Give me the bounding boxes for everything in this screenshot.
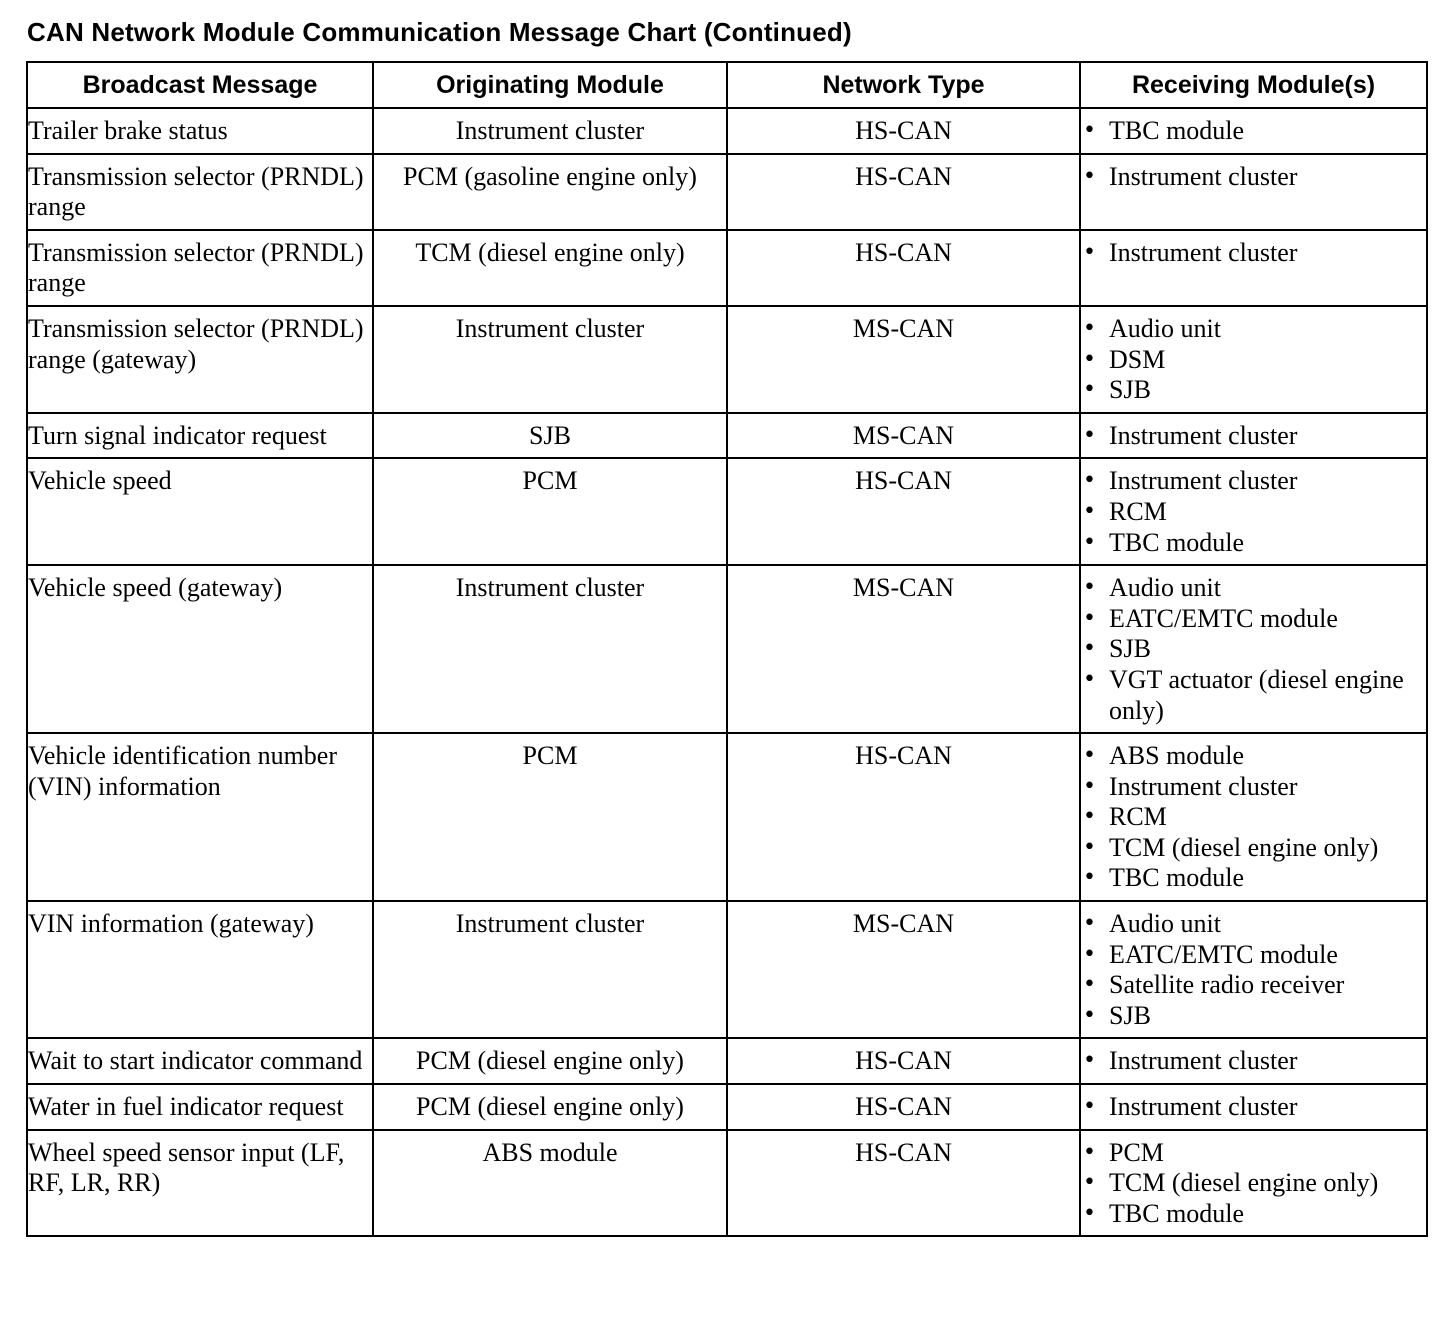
network-type-cell: MS-CAN — [727, 565, 1080, 733]
broadcast-message-cell: Wait to start indicator command — [27, 1038, 373, 1084]
broadcast-message-cell: Turn signal indicator request — [27, 413, 373, 459]
receiving-module-item: • Audio unit — [1081, 573, 1426, 604]
originating-module-cell: PCM (diesel engine only) — [373, 1084, 727, 1130]
originating-module-cell: Instrument cluster — [373, 306, 727, 413]
receiving-modules-list — [1081, 909, 1426, 1031]
originating-module-cell: Instrument cluster — [373, 565, 727, 733]
receiving-modules-list — [1081, 116, 1426, 147]
page-title: CAN Network Module Communication Message Chart (Continued) — [27, 17, 852, 47]
table-row — [27, 1130, 1427, 1237]
network-type-cell: HS-CAN — [727, 733, 1080, 901]
broadcast-message-cell: Vehicle speed (gateway) — [27, 565, 373, 733]
receiving-modules-list — [1081, 1046, 1426, 1077]
receiving-modules-list — [1081, 741, 1426, 894]
originating-module-cell: Instrument cluster — [373, 901, 727, 1038]
receiving-module-item: • ABS module — [1081, 741, 1426, 772]
originating-module-cell: PCM — [373, 733, 727, 901]
table-row — [27, 1084, 1427, 1130]
network-type-cell: HS-CAN — [727, 1084, 1080, 1130]
network-type-cell: MS-CAN — [727, 413, 1080, 459]
table-row — [27, 154, 1427, 230]
receiving-module-item: • VGT actuator (diesel engine only) — [1081, 665, 1426, 726]
receiving-module-item: • Instrument cluster — [1081, 466, 1426, 497]
receiving-module-item: • EATC/EMTC module — [1081, 604, 1426, 635]
table-row — [27, 458, 1427, 565]
receiving-module-item: • PCM — [1081, 1138, 1426, 1169]
receiving-module-item: • Instrument cluster — [1081, 1046, 1426, 1077]
receiving-module-item: • SJB — [1081, 1001, 1426, 1032]
receiving-module-item: • RCM — [1081, 497, 1426, 528]
receiving-modules-list — [1081, 421, 1426, 452]
broadcast-message-cell: Vehicle identification number (VIN) information — [27, 733, 373, 901]
receiving-module-item: • TCM (diesel engine only) — [1081, 833, 1426, 864]
message-chart-table — [26, 61, 1428, 1237]
receiving-module-item: • Instrument cluster — [1081, 772, 1426, 803]
originating-module-cell: PCM (diesel engine only) — [373, 1038, 727, 1084]
receiving-module-item: • TCM (diesel engine only) — [1081, 1168, 1426, 1199]
table-header — [27, 62, 1427, 108]
receiving-module-item: • Satellite radio receiver — [1081, 970, 1426, 1001]
receiving-module-item: • TBC module — [1081, 863, 1426, 894]
originating-module-cell: PCM — [373, 458, 727, 565]
broadcast-message-cell: Transmission selector (PRNDL) range (gateway) — [27, 306, 373, 413]
receiving-modules-list — [1081, 314, 1426, 406]
receiving-modules-cell — [1080, 565, 1427, 733]
originating-module-cell: PCM (gasoline engine only) — [373, 154, 727, 230]
table-row — [27, 901, 1427, 1038]
receiving-modules-cell — [1080, 733, 1427, 901]
network-type-cell: HS-CAN — [727, 230, 1080, 306]
table-row — [27, 230, 1427, 306]
receiving-modules-cell — [1080, 108, 1427, 154]
receiving-module-item: • Audio unit — [1081, 909, 1426, 940]
table-row — [27, 413, 1427, 459]
receiving-modules-cell — [1080, 306, 1427, 413]
originating-module-cell: Instrument cluster — [373, 108, 727, 154]
header-receiving-modules: Receiving Module(s) — [1080, 62, 1427, 108]
table-body — [27, 108, 1427, 1236]
receiving-module-item: • SJB — [1081, 375, 1426, 406]
table-row — [27, 565, 1427, 733]
receiving-modules-list — [1081, 1138, 1426, 1230]
network-type-cell: MS-CAN — [727, 901, 1080, 1038]
table-row — [27, 1038, 1427, 1084]
receiving-module-item: • TBC module — [1081, 1199, 1426, 1230]
broadcast-message-cell: Vehicle speed — [27, 458, 373, 565]
receiving-modules-cell — [1080, 1130, 1427, 1237]
receiving-modules-list — [1081, 238, 1426, 269]
broadcast-message-cell: Transmission selector (PRNDL) range — [27, 154, 373, 230]
receiving-module-item: • Audio unit — [1081, 314, 1426, 345]
network-type-cell: HS-CAN — [727, 108, 1080, 154]
header-originating-module: Originating Module — [373, 62, 727, 108]
header-broadcast-message: Broadcast Message — [27, 62, 373, 108]
receiving-module-item: • TBC module — [1081, 528, 1426, 559]
receiving-modules-cell — [1080, 1038, 1427, 1084]
table-row — [27, 306, 1427, 413]
receiving-modules-cell — [1080, 413, 1427, 459]
network-type-cell: HS-CAN — [727, 154, 1080, 230]
receiving-module-item: • RCM — [1081, 802, 1426, 833]
receiving-modules-list — [1081, 466, 1426, 558]
receiving-modules-cell — [1080, 901, 1427, 1038]
broadcast-message-cell: Transmission selector (PRNDL) range — [27, 230, 373, 306]
originating-module-cell: SJB — [373, 413, 727, 459]
originating-module-cell: ABS module — [373, 1130, 727, 1237]
broadcast-message-cell: Wheel speed sensor input (LF, RF, LR, RR) — [27, 1130, 373, 1237]
originating-module-cell: TCM (diesel engine only) — [373, 230, 727, 306]
receiving-module-item: • TBC module — [1081, 116, 1426, 147]
table-row — [27, 108, 1427, 154]
receiving-modules-cell — [1080, 1084, 1427, 1130]
receiving-modules-list — [1081, 1092, 1426, 1123]
receiving-module-item: • Instrument cluster — [1081, 1092, 1426, 1123]
receiving-module-item: • Instrument cluster — [1081, 162, 1426, 193]
header-row — [27, 62, 1427, 108]
receiving-modules-cell — [1080, 458, 1427, 565]
receiving-module-item: • EATC/EMTC module — [1081, 940, 1426, 971]
network-type-cell: HS-CAN — [727, 1130, 1080, 1237]
network-type-cell: HS-CAN — [727, 1038, 1080, 1084]
broadcast-message-cell: VIN information (gateway) — [27, 901, 373, 1038]
receiving-module-item: • SJB — [1081, 634, 1426, 665]
receiving-modules-list — [1081, 573, 1426, 726]
receiving-module-item: • Instrument cluster — [1081, 238, 1426, 269]
broadcast-message-cell: Trailer brake status — [27, 108, 373, 154]
receiving-module-item: • DSM — [1081, 345, 1426, 376]
network-type-cell: HS-CAN — [727, 458, 1080, 565]
receiving-modules-list — [1081, 162, 1426, 193]
receiving-module-item: • Instrument cluster — [1081, 421, 1426, 452]
table-row — [27, 733, 1427, 901]
receiving-modules-cell — [1080, 154, 1427, 230]
header-network-type: Network Type — [727, 62, 1080, 108]
receiving-modules-cell — [1080, 230, 1427, 306]
broadcast-message-cell: Water in fuel indicator request — [27, 1084, 373, 1130]
network-type-cell: MS-CAN — [727, 306, 1080, 413]
